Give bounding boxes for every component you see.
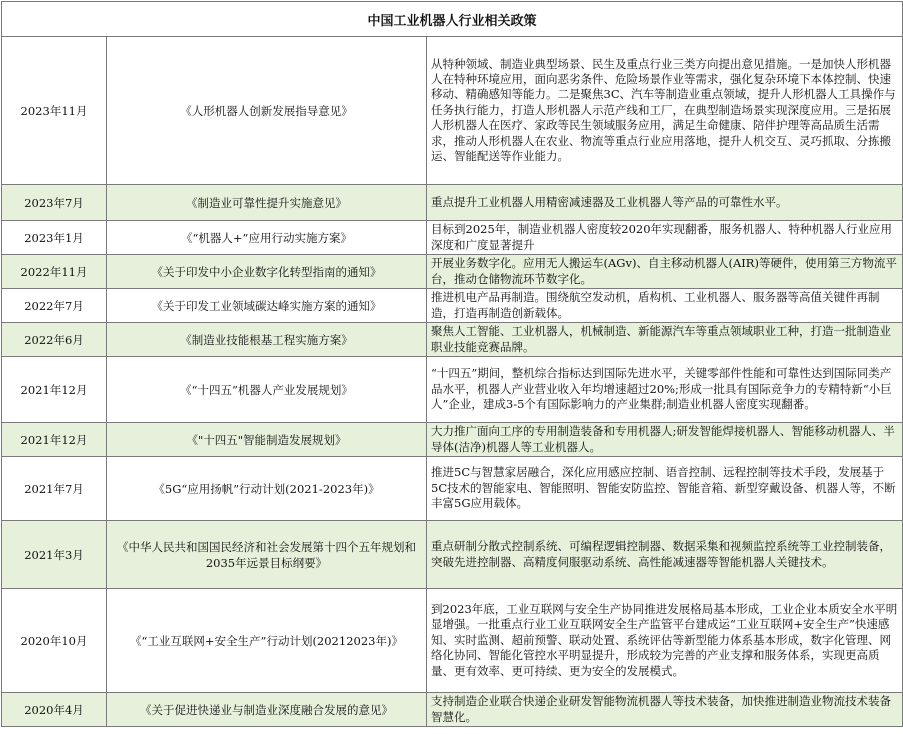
- policy-date: 2021年12月: [2, 357, 107, 423]
- policy-name: 《制造业技能根基工程实施方案》: [107, 323, 427, 357]
- policy-description: 重点研制分散式控制系统、可编程逻辑控制器、数据采集和视频监控系统等工业控制装备，突破先进控制器、高精度伺服驱动系统、高性能减速器等智能机器人关键技术。: [427, 521, 903, 589]
- policy-description: 到2023年底，工业互联网与安全生产协同推进发展格局基本形成，工业企业本质安全水平明显增强。一批重点行业工业互联网安全生产监管平台建成运“工业互联网+安全生产”快速感知、实时监测、超前预警、联动处置、系统评估等新型能力体系基本形成，数字化管理、网络化协同、智能化管控水平明显提升，形成较为完善的产业支撑和服务体系，实现更高质量、更有效率、更可持续、更为安全的发展模式。: [427, 589, 903, 693]
- table-row: [2, 357, 903, 423]
- policy-date: 2023年1月: [2, 221, 107, 255]
- table-row: [2, 289, 903, 323]
- policy-name: 《中华人民共和国国民经济和社会发展第十四个五年规划和2035年远景目标纲要》: [107, 521, 427, 589]
- policy-name: 《关于促进快递业与制造业深度融合发展的意见》: [107, 693, 427, 727]
- table-title: 中国工业机器人行业相关政策: [2, 2, 903, 37]
- table-row: [2, 185, 903, 221]
- policy-date: 2021年7月: [2, 457, 107, 521]
- policy-name: 《关于印发工业领域碳达峰实施方案的通知》: [107, 289, 427, 323]
- policy-date: 2023年7月: [2, 185, 107, 221]
- policy-description: 开展业务数字化。应用无人搬运车(AGv)、自主移动机器人(AIR)等硬件，使用第三方物流平台，推动仓储物流环节数字化。: [427, 255, 903, 289]
- policy-name: 《"十四五"智能制造发展规划》: [107, 423, 427, 457]
- policy-date: 2020年4月: [2, 693, 107, 727]
- policy-name: 《制造业可靠性提升实施意见》: [107, 185, 427, 221]
- table-row: [2, 693, 903, 727]
- policy-date: 2022年6月: [2, 323, 107, 357]
- policy-name: 《5G“应用扬帆”行动计划(2021-2023年)》: [107, 457, 427, 521]
- policy-description: 目标到2025年，制造业机器人密度较2020年实现翻番，服务机器人、特种机器人行业应用深度和广度显著提升: [427, 221, 903, 255]
- policy-description: “十四五”期间，整机综合指标达到国际先进水平，关键零部件性能和可靠性达到国际同类产品水平，机器人产业营业收入年均增速超过20%;形成一批具有国际竞争力的专精特新“小巨人”企业，建成3-5个有国际影响力的产业集群;制造业机器人密度实现翻番。: [427, 357, 903, 423]
- policy-date: 2021年12月: [2, 423, 107, 457]
- table-row: [2, 521, 903, 589]
- table-row: [2, 221, 903, 255]
- policy-description: 推进机电产品再制造。围绕航空发动机，盾构机、工业机器人、服务器等高值关键件再制造，打造再制造创新载体。: [427, 289, 903, 323]
- policy-description: 支持制造企业联合快递企业研发智能物流机器人等技术装备，加快推进制造业物流技术装备智慧化。: [427, 693, 903, 727]
- policy-description: 推进5C与智慧家居融合，深化应用感应控制、语音控制、远程控制等技术手段，发展基于5C技术的智能家电、智能照明、智能安防监控、智能音箱、新型穿戴设备、机器人等，不断丰富5G应用载体。: [427, 457, 903, 521]
- policy-name: 《“十四五”机器人产业发展规划》: [107, 357, 427, 423]
- table-row: [2, 457, 903, 521]
- table-row: [2, 37, 903, 185]
- table-row: [2, 423, 903, 457]
- policy-name: 《“工业互联网+安全生产”行动计划(20212023年)》: [107, 589, 427, 693]
- policy-table: [1, 1, 903, 727]
- policy-date: 2022年11月: [2, 255, 107, 289]
- policy-description: 聚焦人工智能、工业机器人，机械制造、新能源汽车等重点领域职业工种，打造一批制造业职业技能竞赛品牌。: [427, 323, 903, 357]
- table-row: [2, 323, 903, 357]
- policy-date: 2022年7月: [2, 289, 107, 323]
- policy-date: 2023年11月: [2, 37, 107, 185]
- policy-name: 《“机器人+”应用行动实施方案》: [107, 221, 427, 255]
- policy-description: 重点提升工业机器人用精密减速器及工业机器人等产品的可靠性水平。: [427, 185, 903, 221]
- table-row: [2, 255, 903, 289]
- policy-description: 大力推广面向工序的专用制造装备和专用机器人;研发智能焊接机器人、智能移动机器人、半导体(洁净)机器人等工业机器人。: [427, 423, 903, 457]
- policy-description: 从特种领域、制造业典型场景、民生及重点行业三类方向提出意见措施。一是加快人形机器人在特种环境应用，面向恶劣条件、危险场景作业等需求，强化复杂环境下本体控制、快速移动、精确感知等能力。二是聚焦3C、汽车等制造业重点领域，提升人形机器人工具操作与任务执行能力，打造人形机器人示范产线和工厂，在典型制造场景实现深度应用。三是拓展人形机器人在医疗、家政等民生领域服务应用，满足生命健康、陪伴护理等高品质生活需求，推动人形机器人在农业、物流等重点行业应用落地，提升人机交互、灵巧抓取、分拣搬运、智能配送等作业能力。: [427, 37, 903, 185]
- table-title-row: [2, 2, 903, 37]
- table-row: [2, 589, 903, 693]
- policy-date: 2020年10月: [2, 589, 107, 693]
- policy-name: 《关于印发中小企业数字化转型指南的通知》: [107, 255, 427, 289]
- policy-date: 2021年3月: [2, 521, 107, 589]
- policy-name: 《人形机器人创新发展指导意见》: [107, 37, 427, 185]
